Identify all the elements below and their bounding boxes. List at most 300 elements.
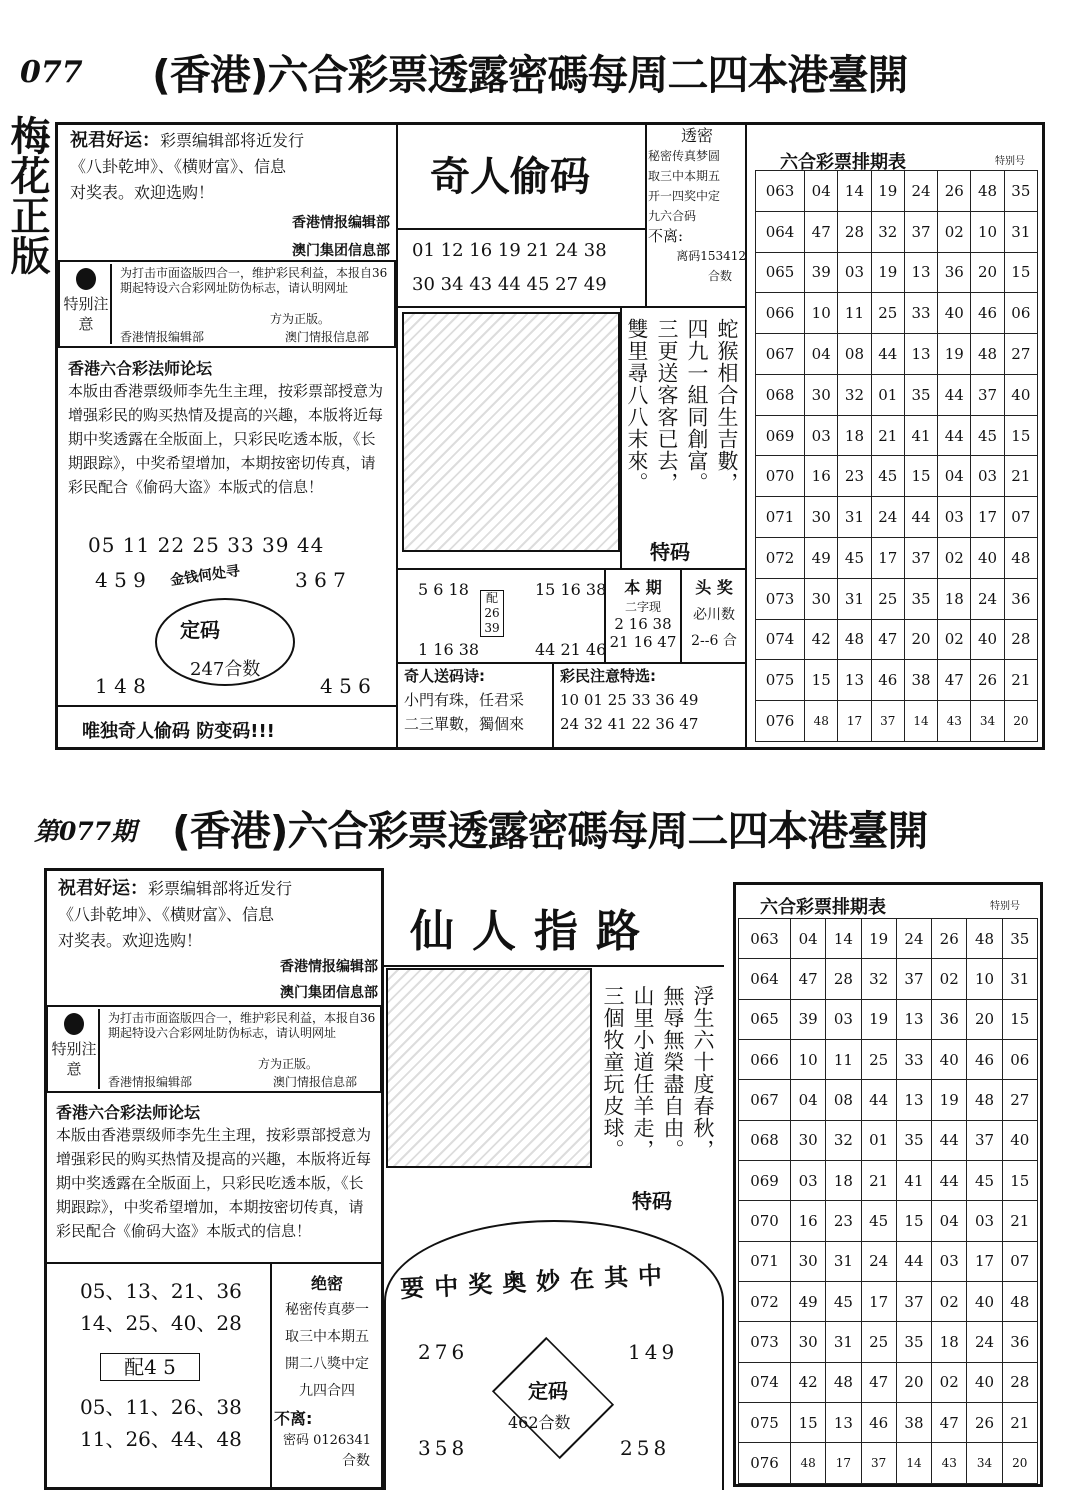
diamond-num-br: 258 bbox=[620, 1436, 671, 1460]
secret-title: 透密 bbox=[680, 126, 713, 145]
number-cell: 33 bbox=[904, 293, 937, 334]
number-cell: 02 bbox=[932, 1362, 967, 1402]
special-number-cell: 31 bbox=[1004, 211, 1037, 252]
number-cell: 31 bbox=[838, 497, 871, 538]
number-cell: 13 bbox=[838, 660, 871, 701]
bomb-icon bbox=[76, 268, 96, 290]
special-number-cell: 27 bbox=[1004, 334, 1037, 375]
number-cell: 44 bbox=[896, 1241, 931, 1281]
special-number-cell: 07 bbox=[1004, 497, 1037, 538]
number-cell: 08 bbox=[838, 334, 871, 375]
schedule-row bbox=[756, 456, 1038, 497]
schedule-row bbox=[739, 999, 1038, 1039]
special-number-cell: 48 bbox=[1004, 538, 1037, 579]
circle-num-br: 4 5 6 bbox=[320, 674, 371, 698]
issue-cell: 068 bbox=[739, 1120, 791, 1160]
circle-num-bl: 1 4 8 bbox=[95, 674, 146, 698]
number-cell: 13 bbox=[904, 334, 937, 375]
number-cell: 37 bbox=[871, 701, 904, 742]
number-cell: 20 bbox=[904, 619, 937, 660]
number-cell: 40 bbox=[932, 1040, 967, 1080]
number-cell: 02 bbox=[938, 619, 971, 660]
pair-num: 15 16 38 bbox=[535, 580, 607, 599]
number-cell: 47 bbox=[871, 619, 904, 660]
number-cell: 03 bbox=[838, 252, 871, 293]
number-cell: 02 bbox=[938, 211, 971, 252]
pair-num: 44 21 46 bbox=[535, 640, 607, 659]
number-cell: 32 bbox=[826, 1120, 861, 1160]
number-cell: 37 bbox=[861, 1443, 896, 1484]
number-cell: 41 bbox=[896, 1161, 931, 1201]
number-cell: 42 bbox=[791, 1362, 826, 1402]
number-cell: 43 bbox=[932, 1443, 967, 1484]
number-cell: 19 bbox=[938, 334, 971, 375]
issue-cell: 070 bbox=[756, 456, 805, 497]
number-cell: 35 bbox=[904, 374, 937, 415]
number-cell: 25 bbox=[871, 293, 904, 334]
number-cell: 45 bbox=[838, 538, 871, 579]
issue-cell: 074 bbox=[756, 619, 805, 660]
notice-text: 彩票编辑部将近发行 bbox=[160, 131, 305, 150]
number-cell: 10 bbox=[791, 1040, 826, 1080]
number-cell: 19 bbox=[861, 919, 896, 959]
forum bbox=[68, 356, 388, 499]
special-number-cell: 36 bbox=[1004, 578, 1037, 619]
issue-cell: 069 bbox=[739, 1161, 791, 1201]
number-cell: 20 bbox=[971, 252, 1004, 293]
schedule-row bbox=[756, 578, 1038, 619]
schedule-row bbox=[739, 1322, 1038, 1362]
number-cell: 04 bbox=[791, 1080, 826, 1120]
number-cell: 17 bbox=[967, 1241, 1002, 1281]
number-cell: 18 bbox=[932, 1322, 967, 1362]
special-sign: 香港情报编辑部 bbox=[120, 330, 205, 344]
number-cell: 47 bbox=[932, 1403, 967, 1443]
number-cell: 48 bbox=[971, 171, 1004, 212]
number-cell: 30 bbox=[791, 1322, 826, 1362]
special-number-cell: 28 bbox=[1004, 619, 1037, 660]
number-cell: 14 bbox=[896, 1443, 931, 1484]
number-cell: 17 bbox=[861, 1282, 896, 1322]
number-cell: 04 bbox=[805, 171, 838, 212]
secret-suffix: 合数 bbox=[707, 269, 732, 283]
number-cell: 25 bbox=[871, 578, 904, 619]
number-cell: 46 bbox=[967, 1040, 1002, 1080]
number-cell: 31 bbox=[838, 578, 871, 619]
number-cell: 41 bbox=[904, 415, 937, 456]
number-cell: 13 bbox=[904, 252, 937, 293]
secret-line: 开一四奖中定 bbox=[648, 189, 721, 203]
issue-cell: 066 bbox=[756, 293, 805, 334]
circle-center: 定码 bbox=[180, 618, 220, 642]
poem-song: 奇人送码诗: 小門有珠，任君采 二三單數，獨個來 bbox=[404, 667, 525, 733]
special-text: 为打击市面盗版四合一，维护彩民利益，本报自36期起特设六合彩网址防伪标志，请认明网址 bbox=[120, 266, 388, 295]
number-cell: 34 bbox=[967, 1443, 1002, 1484]
number-cell: 48 bbox=[826, 1362, 861, 1402]
number-cell: 11 bbox=[838, 293, 871, 334]
special-number-cell: 15 bbox=[1002, 1161, 1037, 1201]
number-cell: 10 bbox=[971, 211, 1004, 252]
number-cell: 02 bbox=[938, 538, 971, 579]
number-cell: 03 bbox=[971, 456, 1004, 497]
pair-num: 5 6 18 bbox=[418, 580, 469, 599]
schedule-row bbox=[739, 1362, 1038, 1402]
number-cell: 34 bbox=[971, 701, 1004, 742]
issue-label: 第077期 bbox=[34, 817, 137, 846]
number-cell: 35 bbox=[896, 1120, 931, 1160]
special-number-cell: 15 bbox=[1004, 252, 1037, 293]
schedule-row bbox=[756, 171, 1038, 212]
number-cell: 44 bbox=[938, 374, 971, 415]
number-cell: 37 bbox=[896, 1282, 931, 1322]
number-cell: 18 bbox=[838, 415, 871, 456]
bomb-icon bbox=[64, 1013, 84, 1035]
number-cell: 30 bbox=[805, 497, 838, 538]
number-cell: 35 bbox=[904, 578, 937, 619]
special-number-cell: 21 bbox=[1002, 1403, 1037, 1443]
number-cell: 35 bbox=[896, 1322, 931, 1362]
schedule-row bbox=[756, 701, 1038, 742]
number-cell: 01 bbox=[861, 1120, 896, 1160]
number-cell: 16 bbox=[791, 1201, 826, 1241]
number-cell: 44 bbox=[932, 1120, 967, 1160]
number-row: 01 12 16 19 21 24 38 bbox=[412, 240, 607, 261]
special-number-cell: 21 bbox=[1004, 660, 1037, 701]
issue-cell: 063 bbox=[739, 919, 791, 959]
number-cell: 17 bbox=[838, 701, 871, 742]
number-cell: 40 bbox=[967, 1282, 1002, 1322]
number-cell: 08 bbox=[826, 1080, 861, 1120]
schedule-title: 六合彩票排期表 bbox=[780, 152, 906, 173]
special-number-cell: 21 bbox=[1002, 1201, 1037, 1241]
schedule-special-label: 特别号 bbox=[990, 901, 1020, 912]
number-cell: 49 bbox=[805, 538, 838, 579]
number-cell: 46 bbox=[871, 660, 904, 701]
schedule-title: 六合彩票排期表 bbox=[760, 897, 886, 918]
number-cell: 24 bbox=[896, 919, 931, 959]
number-cell: 18 bbox=[938, 578, 971, 619]
schedule-row bbox=[756, 660, 1038, 701]
issue-cell: 073 bbox=[739, 1322, 791, 1362]
issue-cell: 068 bbox=[756, 374, 805, 415]
issue-cell: 066 bbox=[739, 1040, 791, 1080]
schedule-row bbox=[739, 1282, 1038, 1322]
tema-label: 特码 bbox=[650, 540, 690, 564]
diamond-center: 定码 bbox=[528, 1379, 568, 1403]
number-cell: 02 bbox=[932, 959, 967, 999]
number-cell: 44 bbox=[904, 497, 937, 538]
issue-cell: 067 bbox=[756, 334, 805, 375]
number-cell: 48 bbox=[971, 334, 1004, 375]
pair-box: 配 26 39 bbox=[480, 590, 504, 637]
schedule-row bbox=[739, 1080, 1038, 1120]
number-cell: 10 bbox=[805, 293, 838, 334]
number-cell: 47 bbox=[938, 660, 971, 701]
benqi: 本 期 二字现 2 16 38 21 16 47 bbox=[609, 578, 677, 651]
special-number-cell: 36 bbox=[1002, 1322, 1037, 1362]
number-cell: 20 bbox=[967, 999, 1002, 1039]
footer-slogan: 唯独奇人偷码 防变码!!! bbox=[82, 721, 275, 742]
circle-num-tr: 3 6 7 bbox=[295, 568, 346, 592]
number-cell: 14 bbox=[826, 919, 861, 959]
schedule-row bbox=[756, 211, 1038, 252]
number-cell: 44 bbox=[871, 334, 904, 375]
special-text: 方为正版。 bbox=[270, 312, 331, 326]
special-number-cell: 40 bbox=[1004, 374, 1037, 415]
issue-cell: 067 bbox=[739, 1080, 791, 1120]
poem: 蛇猴相合生吉數， 四九一組同創富。 三更送客客已去， 雙里尋八八末來。 bbox=[625, 318, 739, 494]
toujiang: 头 奖 必川数 2--6 合 bbox=[691, 578, 737, 649]
number-cell: 47 bbox=[805, 211, 838, 252]
issue-cell: 071 bbox=[756, 497, 805, 538]
number-cell: 40 bbox=[971, 619, 1004, 660]
side-label: 梅花正版 bbox=[4, 115, 50, 275]
notice-text: 对奖表。欢迎选购！ bbox=[70, 183, 215, 202]
number-cell: 37 bbox=[904, 538, 937, 579]
number-cell: 13 bbox=[896, 999, 931, 1039]
number-cell: 39 bbox=[791, 999, 826, 1039]
section-heading: 奇人偷码 bbox=[430, 154, 590, 200]
number-cell: 49 bbox=[791, 1282, 826, 1322]
number-cell: 38 bbox=[904, 660, 937, 701]
special-number-cell: 20 bbox=[1004, 701, 1037, 742]
number-cell: 44 bbox=[932, 1161, 967, 1201]
number-cell: 03 bbox=[938, 497, 971, 538]
number-cell: 24 bbox=[871, 497, 904, 538]
number-cell: 21 bbox=[871, 415, 904, 456]
number-cell: 17 bbox=[826, 1443, 861, 1484]
issue-cell: 063 bbox=[756, 171, 805, 212]
special-number-cell: 15 bbox=[1004, 415, 1037, 456]
special-number-cell: 28 bbox=[1002, 1362, 1037, 1402]
issue-cell: 065 bbox=[739, 999, 791, 1039]
schedule-row bbox=[739, 959, 1038, 999]
number-cell: 37 bbox=[967, 1120, 1002, 1160]
number-cell: 03 bbox=[967, 1201, 1002, 1241]
forum-body: 本版由香港票级师李先生主理，按彩票部授意为增强彩民的购买热情及提高的兴趣，本版将近每期中奖透露在全版面上，只彩民吃透本版，《长期跟踪》，中奖希望增加，本期按密切传真，请彩民配合《偷码大盗》本版式的信息！ bbox=[68, 382, 384, 496]
schedule-table bbox=[738, 918, 1038, 1484]
number-cell: 26 bbox=[932, 919, 967, 959]
issue-cell: 076 bbox=[739, 1443, 791, 1484]
schedule-row bbox=[756, 374, 1038, 415]
number-cell: 15 bbox=[904, 456, 937, 497]
number-cell: 31 bbox=[826, 1322, 861, 1362]
number-cell: 38 bbox=[896, 1403, 931, 1443]
number-cell: 03 bbox=[805, 415, 838, 456]
number-cell: 28 bbox=[838, 211, 871, 252]
page-title: (香港)六合彩票透露密碼每周二四本港臺開 bbox=[172, 807, 928, 855]
number-cell: 03 bbox=[791, 1161, 826, 1201]
schedule-row bbox=[756, 538, 1038, 579]
schedule-row bbox=[756, 293, 1038, 334]
number-cell: 32 bbox=[838, 374, 871, 415]
schedule-table bbox=[755, 170, 1038, 742]
number-cell: 15 bbox=[896, 1201, 931, 1241]
left-numbers: 05 11 22 25 33 39 44 bbox=[88, 533, 325, 557]
number-cell: 45 bbox=[826, 1282, 861, 1322]
pair-box: 配4 5 bbox=[100, 1353, 200, 1381]
issue-cell: 071 bbox=[739, 1241, 791, 1281]
number-cell: 40 bbox=[967, 1362, 1002, 1402]
number-cell: 30 bbox=[805, 374, 838, 415]
poem: 浮生六十度春秋， 無辱無榮盡自由。 山里小道任羊走， 三個牧童玩皮球。 bbox=[601, 985, 715, 1161]
number-cell: 43 bbox=[938, 701, 971, 742]
issue-cell: 075 bbox=[756, 660, 805, 701]
special-number-cell: 48 bbox=[1002, 1282, 1037, 1322]
issue-cell: 064 bbox=[739, 959, 791, 999]
number-cell: 45 bbox=[861, 1201, 896, 1241]
schedule-row bbox=[756, 252, 1038, 293]
number-cell: 31 bbox=[826, 1241, 861, 1281]
special-number-cell: 15 bbox=[1002, 999, 1037, 1039]
number-cell: 14 bbox=[904, 701, 937, 742]
number-cell: 17 bbox=[971, 497, 1004, 538]
number-cell: 18 bbox=[826, 1161, 861, 1201]
page-title: (香港)六合彩票透露密碼每周二四本港臺開 bbox=[152, 51, 908, 99]
special-number-cell: 06 bbox=[1002, 1040, 1037, 1080]
illustration bbox=[402, 312, 620, 552]
issue-cell: 070 bbox=[739, 1201, 791, 1241]
schedule-row bbox=[756, 497, 1038, 538]
number-cell: 21 bbox=[861, 1161, 896, 1201]
number-row: 30 34 43 44 45 27 49 bbox=[412, 274, 607, 295]
number-cell: 44 bbox=[938, 415, 971, 456]
number-cell: 15 bbox=[791, 1403, 826, 1443]
secret-box bbox=[648, 126, 746, 286]
number-cell: 19 bbox=[871, 252, 904, 293]
number-cell: 10 bbox=[967, 959, 1002, 999]
issue-cell: 075 bbox=[739, 1403, 791, 1443]
number-cell: 32 bbox=[861, 959, 896, 999]
number-cell: 48 bbox=[805, 701, 838, 742]
schedule-row bbox=[756, 619, 1038, 660]
issue-cell: 074 bbox=[739, 1362, 791, 1402]
arc-text: 要中奖奥妙在其中 bbox=[399, 1260, 673, 1304]
diamond-num-tr: 149 bbox=[628, 1340, 679, 1364]
number-cell: 14 bbox=[838, 171, 871, 212]
pair-num: 1 16 38 bbox=[418, 640, 480, 659]
issue-number: 077 bbox=[20, 55, 83, 90]
number-cell: 45 bbox=[971, 415, 1004, 456]
number-cell: 19 bbox=[932, 1080, 967, 1120]
tema-label: 特码 bbox=[632, 1189, 672, 1213]
special-number-cell: 07 bbox=[1002, 1241, 1037, 1281]
number-cell: 24 bbox=[971, 578, 1004, 619]
number-cell: 25 bbox=[861, 1040, 896, 1080]
number-cell: 39 bbox=[805, 252, 838, 293]
number-cell: 25 bbox=[861, 1322, 896, 1362]
number-cell: 04 bbox=[932, 1201, 967, 1241]
number-cell: 45 bbox=[871, 456, 904, 497]
circle-arc-text: 金钱何处寻 bbox=[169, 563, 241, 589]
number-cell: 23 bbox=[826, 1201, 861, 1241]
number-cell: 16 bbox=[805, 456, 838, 497]
schedule-row bbox=[739, 1120, 1038, 1160]
number-cell: 48 bbox=[967, 1080, 1002, 1120]
issue-cell: 064 bbox=[756, 211, 805, 252]
number-cell: 24 bbox=[904, 171, 937, 212]
number-cell: 04 bbox=[805, 334, 838, 375]
number-cell: 19 bbox=[861, 999, 896, 1039]
number-cell: 47 bbox=[861, 1362, 896, 1402]
secret-line: 秘密传真梦圆 bbox=[648, 149, 721, 163]
section-heading: 仙人指路 bbox=[410, 906, 658, 957]
diamond-sum: 462合数 bbox=[508, 1413, 571, 1432]
forum: 香港六合彩法师论坛 本版由香港票级师李先生主理，按彩票部授意为增强彩民的购买热情及提高的兴趣，本版将近每期中奖透露在全版面上，只彩民吃透本版，《长期跟踪》，中奖希望增加，本期按密切传真，请彩民配合《偷码大盗》本版式的信息！ bbox=[56, 1103, 372, 1240]
schedule-row bbox=[739, 1040, 1038, 1080]
secret-box: 绝密 秘密传真夢一 取三中本期五 開二八獎中定 九四合四 不离: 密码 0126341 合数 bbox=[274, 1274, 372, 1469]
number-cell: 48 bbox=[967, 919, 1002, 959]
schedule-row bbox=[739, 1201, 1038, 1241]
number-cell: 03 bbox=[932, 1241, 967, 1281]
schedule-row bbox=[739, 1161, 1038, 1201]
number-cell: 02 bbox=[932, 1282, 967, 1322]
number-cell: 37 bbox=[904, 211, 937, 252]
number-cell: 33 bbox=[896, 1040, 931, 1080]
number-cell: 42 bbox=[805, 619, 838, 660]
special-number-cell: 27 bbox=[1002, 1080, 1037, 1120]
special-number-cell: 35 bbox=[1002, 919, 1037, 959]
issue-cell: 072 bbox=[739, 1282, 791, 1322]
schedule-special-label: 特别号 bbox=[995, 156, 1025, 167]
number-cell: 46 bbox=[971, 293, 1004, 334]
number-cell: 37 bbox=[896, 959, 931, 999]
number-cell: 15 bbox=[805, 660, 838, 701]
number-cell: 04 bbox=[791, 919, 826, 959]
number-cell: 26 bbox=[938, 171, 971, 212]
special-sign: 澳门情报信息部 bbox=[285, 330, 370, 344]
number-cell: 28 bbox=[826, 959, 861, 999]
number-cell: 44 bbox=[861, 1080, 896, 1120]
issue-cell: 076 bbox=[756, 701, 805, 742]
schedule-row bbox=[739, 1443, 1038, 1484]
illustration bbox=[386, 968, 592, 1168]
notice-sign: 香港情报编辑部 bbox=[292, 215, 390, 231]
special-select: 彩民注意特选: 10 01 25 33 36 49 24 32 41 22 36 47 bbox=[560, 667, 699, 733]
diamond-num-bl: 358 bbox=[418, 1436, 469, 1460]
special-number-cell: 31 bbox=[1002, 959, 1037, 999]
pair-numbers: 05、13、21、36 14、25、40、28 配4 5 05、11、26、38 11、26、44、48 bbox=[80, 1279, 242, 1451]
special-number-cell: 35 bbox=[1004, 171, 1037, 212]
circle-num-tl: 4 5 9 bbox=[95, 568, 146, 592]
secret-code: 离码153412 bbox=[676, 249, 746, 263]
number-cell: 48 bbox=[791, 1443, 826, 1484]
number-cell: 26 bbox=[971, 660, 1004, 701]
secret-line: 取三中本期五 bbox=[648, 169, 721, 183]
forum-title: 香港六合彩法师论坛 bbox=[68, 359, 213, 378]
number-cell: 48 bbox=[838, 619, 871, 660]
number-cell: 37 bbox=[971, 374, 1004, 415]
schedule-row bbox=[739, 1403, 1038, 1443]
special-number-cell: 21 bbox=[1004, 456, 1037, 497]
number-cell: 47 bbox=[791, 959, 826, 999]
notice-text: 《八卦乾坤》、《横财富》、信息 bbox=[70, 157, 287, 176]
schedule-row bbox=[739, 1241, 1038, 1281]
greeting: 祝君好运： bbox=[70, 130, 160, 151]
number-cell: 13 bbox=[826, 1403, 861, 1443]
number-cell: 46 bbox=[861, 1403, 896, 1443]
schedule-row bbox=[756, 334, 1038, 375]
schedule-row bbox=[739, 919, 1038, 959]
number-cell: 19 bbox=[871, 171, 904, 212]
schedule-row bbox=[756, 415, 1038, 456]
special-number-cell: 40 bbox=[1002, 1120, 1037, 1160]
issue-cell: 069 bbox=[756, 415, 805, 456]
issue-cell: 072 bbox=[756, 538, 805, 579]
secret-line: 九六合码 bbox=[648, 209, 697, 223]
special-number-cell: 20 bbox=[1002, 1443, 1037, 1484]
number-cell: 03 bbox=[826, 999, 861, 1039]
